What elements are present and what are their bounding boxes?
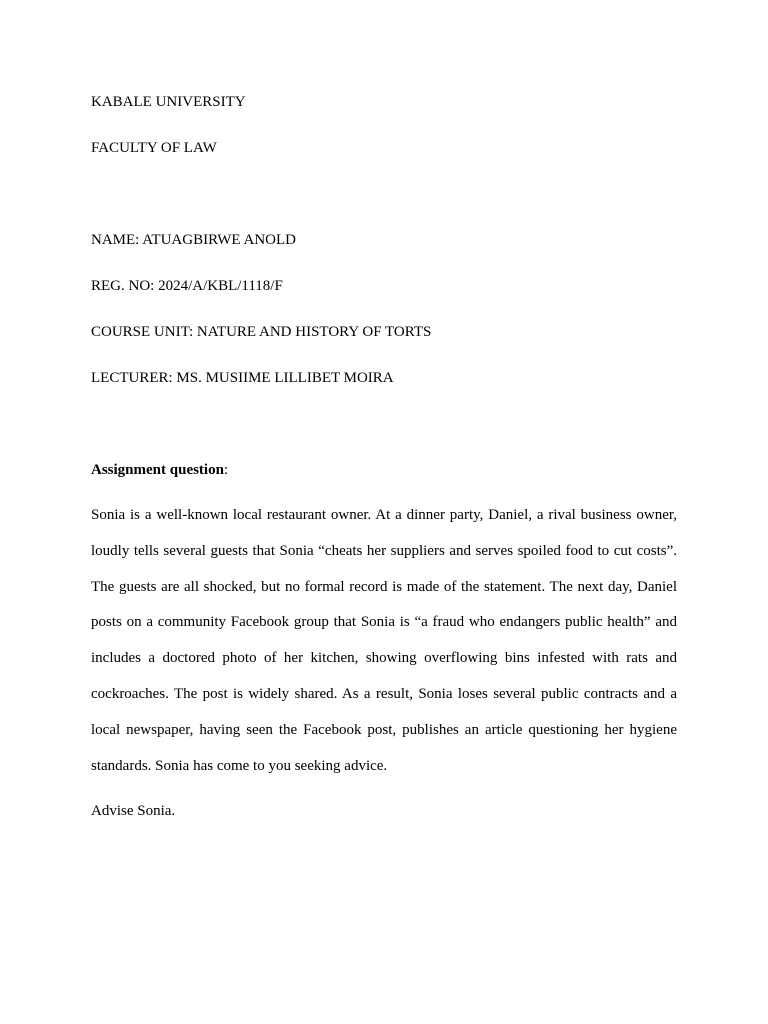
faculty-name: FACULTY OF LAW	[91, 140, 217, 156]
lecturer-name: LECTURER: MS. MUSIIME LILLIBET MOIRA	[91, 370, 394, 386]
student-name: NAME: ATUAGBIRWE ANOLD	[91, 232, 296, 248]
course-unit: COURSE UNIT: NATURE AND HISTORY OF TORTS	[91, 324, 432, 340]
assignment-heading	[91, 461, 228, 479]
registration-number: REG. NO: 2024/A/KBL/1118/F	[91, 278, 283, 294]
assignment-label: Assignment question	[91, 462, 224, 478]
assignment-instruction: Advise Sonia.	[91, 803, 176, 819]
university-name: KABALE UNIVERSITY	[91, 94, 246, 110]
assignment-label-colon: :	[223, 462, 229, 478]
assignment-question-text: Sonia is a well-known local restaurant owner. At a dinner party, Daniel, a rival business owner, loudly tells several guests that Sonia “cheats her suppliers and serves spoiled food to cut costs”. The guests are all shocked, but no formal record is made of the statement. The next day, Daniel posts on a community Facebook group that Sonia is “a fraud who endangers public health” and includes a doctored photo of her kitchen, showing overflowing bins infested with rats and cockroaches. The post is widely shared. As a result, Sonia loses several public contracts and a local newspaper, having seen the Facebook post, publishes an article questioning her hygiene standards. Sonia has come to you seeking advice.	[91, 507, 677, 774]
